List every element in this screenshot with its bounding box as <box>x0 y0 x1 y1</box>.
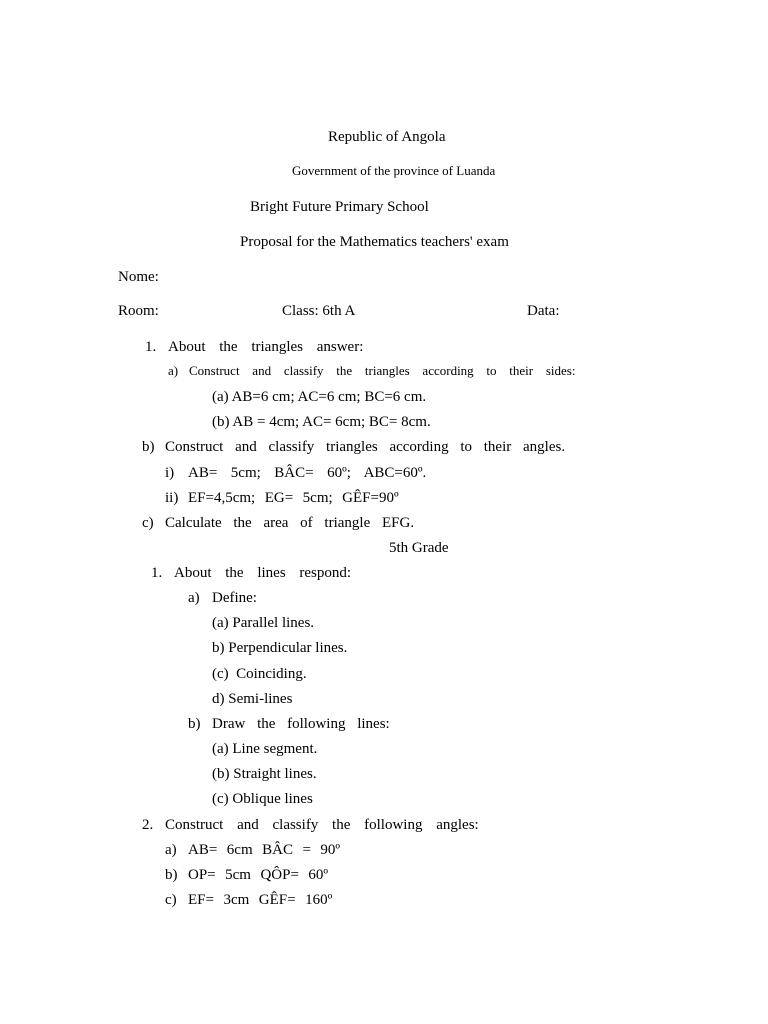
s2-q1b-marker: b) <box>188 716 201 732</box>
grade-label: 5th Grade <box>389 540 449 556</box>
s2-q2-text: Construct and classify the following angles: <box>165 817 479 833</box>
s2-q2-item-c-marker: c) <box>165 892 177 908</box>
s2-q1-number: 1. <box>151 565 163 581</box>
s1-q1-number: 1. <box>145 339 157 355</box>
s1-q1a-marker: a) <box>168 363 179 378</box>
s1-c-marker: c) <box>142 515 154 531</box>
name-label: Nome: <box>118 269 159 285</box>
school-name: Bright Future Primary School <box>250 199 429 215</box>
s1-b-marker: b) <box>142 439 155 455</box>
s2-q2-number: 2. <box>142 817 154 833</box>
s2-q2-item-a-marker: a) <box>165 842 177 858</box>
s2-q2-item-a-text: AB= 6cm BÂC = 90º <box>188 842 341 858</box>
exam-title: Proposal for the Mathematics teachers' exam <box>240 234 509 250</box>
s2-q1a-item-4: d) Semi-lines <box>212 691 293 707</box>
s1-b-i-text: AB= 5cm; BÂC= 60º; ABC=60º. <box>188 465 427 481</box>
s2-q1a-item-2: b) Perpendicular lines. <box>212 640 348 656</box>
class-label: Class: 6th A <box>282 303 356 319</box>
s2-q1b-item-3: (c) Oblique lines <box>212 791 313 807</box>
republic-heading: Republic of Angola <box>328 129 446 145</box>
s2-q1a-item-1: (a) Parallel lines. <box>212 615 315 631</box>
s2-q2-item-b-text: OP= 5cm QÔP= 60º <box>188 867 329 883</box>
s1-b-text: Construct and classify triangles according to their angles. <box>165 439 566 455</box>
s1-q1a-item-1: (a) AB=6 cm; AC=6 cm; BC=6 cm. <box>212 389 427 405</box>
s2-q1a-marker: a) <box>188 590 200 606</box>
room-label: Room: <box>118 303 159 319</box>
s1-q1a-item-2: (b) AB = 4cm; AC= 6cm; BC= 8cm. <box>212 414 431 430</box>
s1-b-ii-marker: ii) <box>165 490 179 506</box>
s2-q1b-text: Draw the following lines: <box>212 716 390 732</box>
s2-q1-text: About the lines respond: <box>174 565 352 581</box>
s2-q1a-item-3: (c) Coinciding. <box>212 666 307 682</box>
s1-q1a-text: Construct and classify the triangles according to their sides: <box>189 363 576 378</box>
s2-q1b-item-1: (a) Line segment. <box>212 741 318 757</box>
s1-b-ii-text: EF=4,5cm; EG= 5cm; GÊF=90º <box>188 490 399 506</box>
s1-q1-text: About the triangles answer: <box>168 339 364 355</box>
date-label: Data: <box>527 303 560 319</box>
s1-b-i-marker: i) <box>165 465 175 481</box>
government-heading: Government of the province of Luanda <box>292 163 496 178</box>
s2-q2-item-b-marker: b) <box>165 867 178 883</box>
s1-c-text: Calculate the area of triangle EFG. <box>165 515 415 531</box>
s2-q1a-text: Define: <box>212 590 257 606</box>
s2-q1b-item-2: (b) Straight lines. <box>212 766 317 782</box>
s2-q2-item-c-text: EF= 3cm GÊF= 160º <box>188 892 333 908</box>
